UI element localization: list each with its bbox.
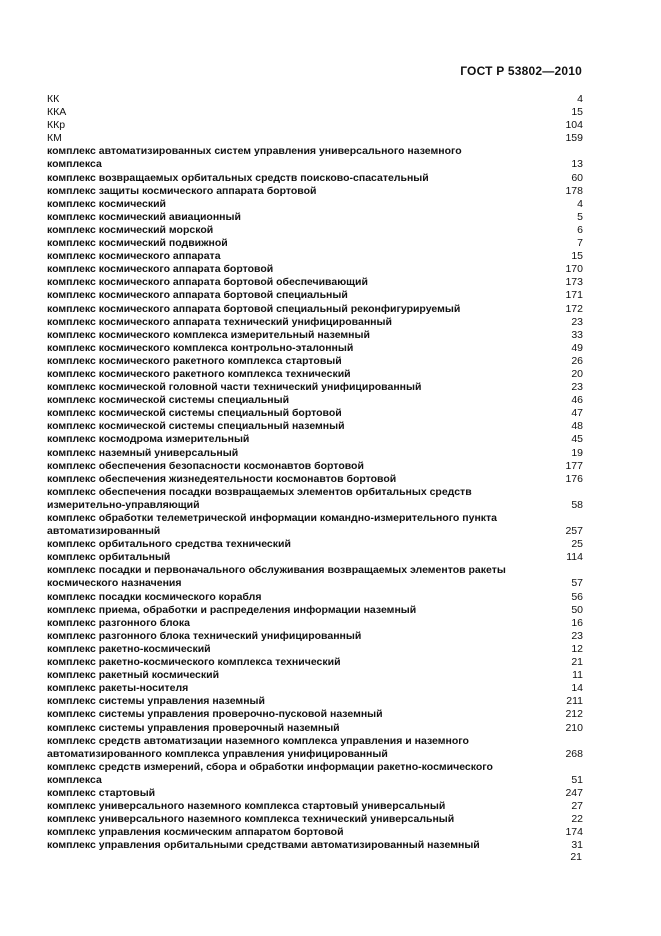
index-entry bbox=[47, 643, 583, 656]
index-page-ref: 6 bbox=[577, 223, 583, 236]
index-entry bbox=[47, 381, 583, 394]
index-entry bbox=[47, 525, 583, 538]
index-term: комплекс стартовый bbox=[47, 786, 156, 799]
index-page-ref: 212 bbox=[565, 708, 583, 721]
index-entry bbox=[47, 473, 583, 486]
index-entry bbox=[47, 433, 583, 446]
index-term: ККА bbox=[47, 106, 67, 119]
index-entry bbox=[47, 591, 583, 604]
index-entry bbox=[47, 748, 583, 761]
index-entry bbox=[47, 263, 583, 276]
index-page-ref: 47 bbox=[571, 407, 583, 420]
index-page-ref: 19 bbox=[571, 446, 583, 459]
index-entry bbox=[47, 303, 583, 316]
index-page-ref: 268 bbox=[565, 747, 583, 760]
index-entry bbox=[47, 577, 583, 590]
index-page-ref: 171 bbox=[565, 289, 583, 302]
index-page-ref: 27 bbox=[571, 800, 583, 813]
index-term: комплекс космический авиационный bbox=[47, 210, 241, 223]
index-term: комплекс космического аппарата бортовой специальный bbox=[47, 289, 348, 302]
index-term: комплекс космического аппарата bbox=[47, 250, 221, 263]
index-entry bbox=[47, 368, 583, 381]
index-entry bbox=[47, 774, 583, 787]
index-entry bbox=[47, 211, 583, 224]
index-term: комплекс средств измерений, сбора и обработки информации ракетно-космического bbox=[47, 760, 493, 773]
index-entry bbox=[47, 132, 583, 145]
index-entry bbox=[47, 499, 583, 512]
index-term: комплекс наземный универсальный bbox=[47, 446, 239, 459]
index-page-ref: 20 bbox=[571, 367, 583, 380]
index-term: комплекс космической системы специальный бортовой bbox=[47, 407, 342, 420]
index-term: комплекс космического аппарата технический унифицированный bbox=[47, 315, 392, 328]
index-page-ref: 211 bbox=[566, 695, 583, 708]
index-entry bbox=[47, 800, 583, 813]
index-page-ref: 23 bbox=[571, 381, 583, 394]
index-term: комплекс орбитальный bbox=[47, 551, 171, 564]
index-page-ref: 33 bbox=[571, 328, 583, 341]
index-term: комплекс космический подвижной bbox=[47, 237, 228, 250]
index-term: комплекс приема, обработки и распределения информации наземный bbox=[47, 603, 417, 616]
index-term: комплекс средств автоматизации наземного комплекса управления и наземного bbox=[47, 734, 469, 747]
index-page-ref: 16 bbox=[571, 616, 583, 629]
index-page-ref: 7 bbox=[577, 237, 583, 250]
index-entry bbox=[47, 486, 583, 499]
index-term: комплекс обработки телеметрической информации командно-измерительного пункта bbox=[47, 512, 498, 524]
index-term: комплекс системы управления наземный bbox=[47, 695, 265, 708]
index-entry bbox=[47, 145, 583, 171]
index-term: комплекс обеспечения безопасности космонавтов бортовой bbox=[47, 459, 364, 472]
index-term: комплекс космической системы специальный наземный bbox=[47, 420, 345, 433]
index-entry bbox=[47, 185, 583, 198]
index-entry bbox=[47, 669, 583, 682]
index-page-ref: 15 bbox=[571, 106, 583, 119]
index-page-ref: 26 bbox=[571, 354, 583, 367]
index-page-ref: 247 bbox=[565, 786, 583, 799]
index-page-ref: 21 bbox=[571, 656, 583, 669]
index-term: комплекс автоматизированных систем управления универсального наземного комплекса bbox=[47, 145, 462, 171]
index-entry bbox=[47, 276, 583, 289]
index-page-ref: 13 bbox=[571, 158, 583, 171]
index-page-ref: 104 bbox=[565, 119, 583, 132]
index-entry bbox=[47, 394, 583, 407]
index-term: комплекс разгонного блока bbox=[47, 616, 190, 629]
index-page-ref: 178 bbox=[565, 184, 583, 197]
index-entry bbox=[47, 420, 583, 433]
index-term: КК bbox=[47, 93, 60, 105]
index-entry bbox=[47, 447, 583, 460]
index-term: ККр bbox=[47, 119, 66, 132]
index-page-ref: 173 bbox=[565, 276, 583, 289]
index-entry bbox=[47, 617, 583, 630]
index-entry bbox=[47, 735, 583, 748]
index-entry bbox=[47, 460, 583, 473]
index-term: автоматизированный bbox=[47, 525, 161, 538]
index-term: комплекс посадки и первоначального обслуживания возвращаемых элементов ракеты bbox=[47, 564, 506, 577]
index-page-ref: 11 bbox=[572, 669, 583, 682]
index-page-ref: 14 bbox=[571, 682, 583, 695]
index-entry bbox=[47, 564, 583, 577]
index-page-ref: 172 bbox=[565, 302, 583, 315]
index-term: комплекс системы управления проверочный наземный bbox=[47, 721, 340, 734]
index-entry bbox=[47, 787, 583, 800]
index-entry bbox=[47, 604, 583, 617]
index-entry bbox=[47, 551, 583, 564]
index-term: комплекс космодрома измерительный bbox=[47, 433, 250, 446]
index-page-ref: 159 bbox=[565, 132, 583, 145]
index-entry bbox=[47, 172, 583, 185]
index-page-ref: 176 bbox=[565, 472, 583, 485]
index-entry bbox=[47, 538, 583, 551]
index-entry bbox=[47, 695, 583, 708]
index-page-ref: 210 bbox=[565, 721, 583, 734]
index-term: комплекс посадки космического корабля bbox=[47, 590, 262, 603]
index-page-ref: 5 bbox=[577, 210, 583, 223]
index-entry bbox=[47, 355, 583, 368]
standard-designation: ГОСТ Р 53802—2010 bbox=[460, 64, 582, 78]
index-term: комплекс универсального наземного комплекса технический универсальный bbox=[47, 813, 455, 826]
index-term: комплекс космической системы специальный bbox=[47, 394, 290, 407]
index-page-ref: 60 bbox=[571, 171, 583, 184]
index-entry bbox=[47, 93, 583, 106]
index-page-ref: 23 bbox=[571, 315, 583, 328]
index-entry bbox=[47, 407, 583, 420]
index-page-ref: 12 bbox=[571, 642, 583, 655]
index-page-ref: 46 bbox=[571, 394, 583, 407]
index-term: измерительно-управляющий bbox=[47, 498, 200, 511]
index-page-ref: 4 bbox=[577, 93, 583, 105]
index-entry bbox=[47, 708, 583, 721]
index-entry bbox=[47, 630, 583, 643]
index-entry bbox=[47, 682, 583, 695]
index-page-ref: 57 bbox=[571, 577, 583, 590]
page-number: 21 bbox=[570, 851, 582, 863]
index-term: комплекс системы управления проверочно-пусковой наземный bbox=[47, 708, 383, 721]
index-entry bbox=[47, 813, 583, 826]
index-term: комплекс ракетно-космический bbox=[47, 642, 211, 655]
index-entry bbox=[47, 224, 583, 237]
index-page-ref: 50 bbox=[571, 603, 583, 616]
index-entry bbox=[47, 289, 583, 302]
index-term: комплекс ракетно-космического комплекса технический bbox=[47, 656, 341, 669]
index-term: комплекс космический морской bbox=[47, 223, 214, 236]
index-page-ref: 45 bbox=[571, 433, 583, 446]
index-entry bbox=[47, 342, 583, 355]
index-term: комплекс космического комплекса измерительный наземный bbox=[47, 328, 370, 341]
index-term: комплекс возвращаемых орбитальных средств поисково-спасательный bbox=[47, 171, 429, 184]
index-term: комплекс космического аппарата бортовой специальный реконфигурируемый bbox=[47, 302, 461, 315]
index-term: комплекс космического ракетного комплекса технический bbox=[47, 367, 351, 380]
index-term: комплекс управления космическим аппаратом бортовой bbox=[47, 826, 344, 839]
index-term: комплекс защиты космического аппарата бортовой bbox=[47, 184, 317, 197]
index-term: комплекс ракетный космический bbox=[47, 669, 220, 682]
index-page-ref: 170 bbox=[565, 263, 583, 276]
index-page-ref: 48 bbox=[571, 420, 583, 433]
index-term: комплекс универсального наземного комплекса стартовый универсальный bbox=[47, 800, 446, 813]
index-term: комплекс обеспечения посадки возвращаемых элементов орбитальных средств bbox=[47, 485, 472, 498]
index-entry bbox=[47, 722, 583, 735]
index-term: комплекс космического комплекса контрольно-эталонный bbox=[47, 341, 354, 354]
index-entry bbox=[47, 237, 583, 250]
index-entry bbox=[47, 198, 583, 211]
index-term: комплекса bbox=[47, 773, 102, 786]
term-index bbox=[47, 93, 583, 852]
index-entry bbox=[47, 512, 583, 525]
index-entry bbox=[47, 656, 583, 669]
index-entry bbox=[47, 839, 583, 852]
index-term: комплекс космический bbox=[47, 197, 167, 210]
index-term: автоматизированного комплекса управления унифицированный bbox=[47, 747, 388, 760]
index-page-ref: 15 bbox=[571, 250, 583, 263]
index-page-ref: 174 bbox=[565, 826, 583, 839]
index-page-ref: 114 bbox=[566, 551, 583, 564]
index-entry bbox=[47, 119, 583, 132]
index-entry bbox=[47, 316, 583, 329]
index-term: космического назначения bbox=[47, 577, 182, 590]
index-page-ref: 31 bbox=[571, 839, 583, 852]
index-page-ref: 51 bbox=[571, 773, 583, 786]
index-term: комплекс ракеты-носителя bbox=[47, 682, 189, 695]
index-entry bbox=[47, 329, 583, 342]
index-term: комплекс обеспечения жизнедеятельности космонавтов бортовой bbox=[47, 472, 397, 485]
index-page-ref: 257 bbox=[565, 525, 583, 538]
index-page-ref: 4 bbox=[577, 197, 583, 210]
index-page-ref: 49 bbox=[571, 341, 583, 354]
index-entry bbox=[47, 106, 583, 119]
index-page-ref: 56 bbox=[571, 590, 583, 603]
index-entry bbox=[47, 761, 583, 774]
index-term: комплекс космического ракетного комплекса стартовый bbox=[47, 354, 342, 367]
index-page-ref: 23 bbox=[571, 629, 583, 642]
index-term: комплекс разгонного блока технический унифицированный bbox=[47, 629, 362, 642]
index-term: комплекс космического аппарата бортовой bbox=[47, 263, 274, 276]
index-term: комплекс орбитального средства технический bbox=[47, 538, 291, 551]
index-term: комплекс управления орбитальными средствами автоматизированный наземный bbox=[47, 839, 480, 852]
index-page-ref: 58 bbox=[571, 498, 583, 511]
index-page-ref: 22 bbox=[571, 813, 583, 826]
index-page-ref: 177 bbox=[565, 459, 583, 472]
index-entry bbox=[47, 250, 583, 263]
index-term: КМ bbox=[47, 132, 62, 145]
index-term: комплекс космической головной части технический унифицированный bbox=[47, 381, 422, 394]
index-entry bbox=[47, 826, 583, 839]
index-page-ref: 25 bbox=[571, 538, 583, 551]
index-term: комплекс космического аппарата бортовой обеспечивающий bbox=[47, 276, 368, 289]
